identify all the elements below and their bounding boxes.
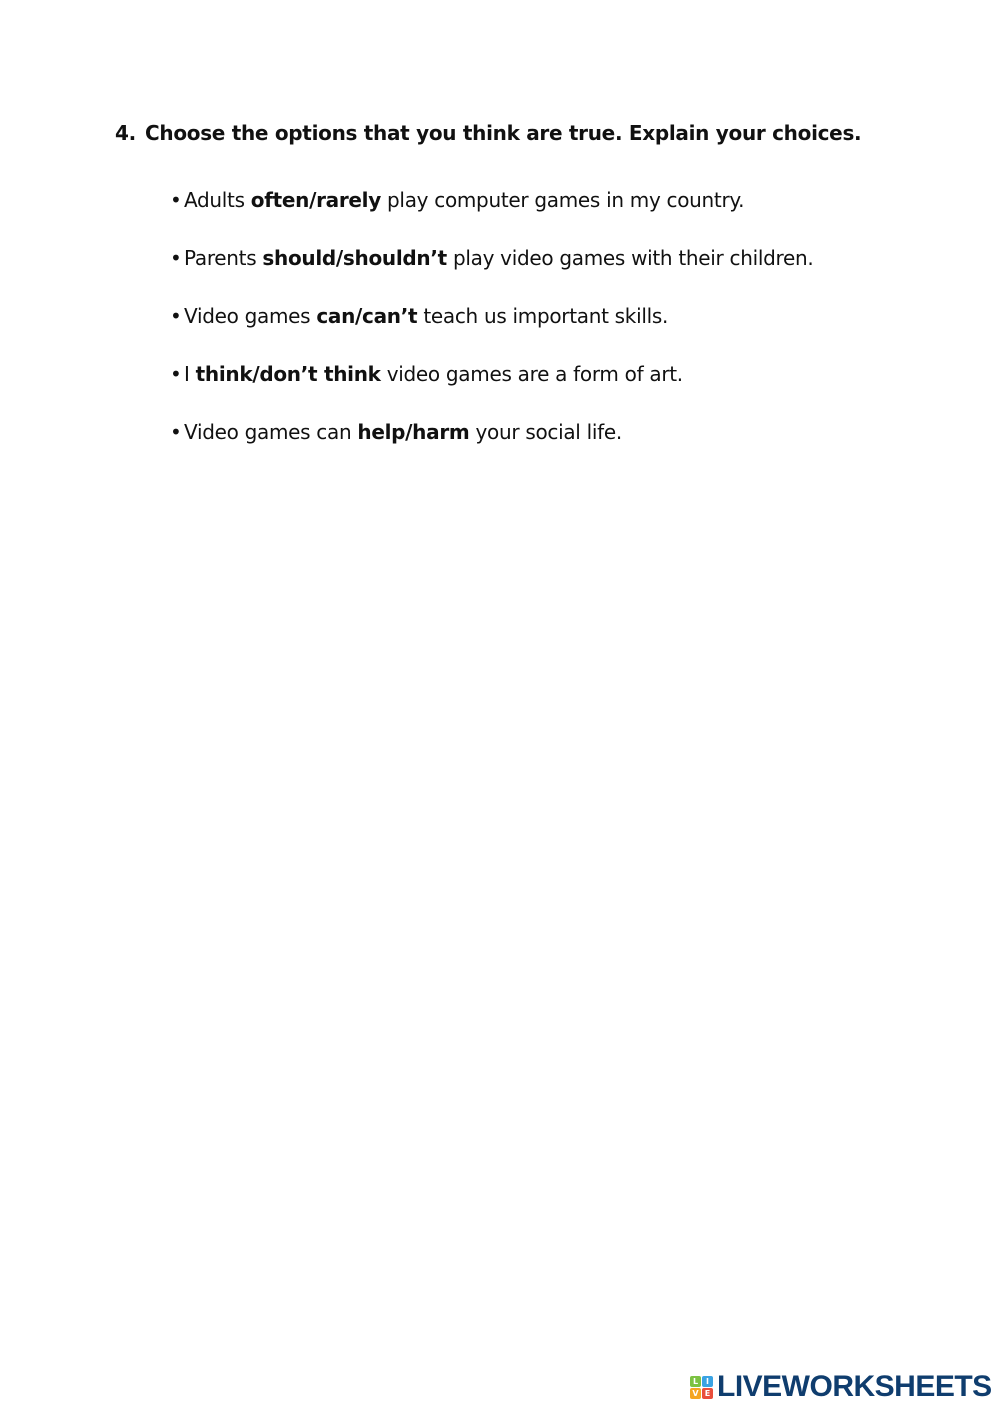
item-text-after: play computer games in my country. [380, 188, 745, 212]
item-text-before: Video games can [184, 420, 358, 444]
question-text: Choose the options that you think are true. Explain your choices. [145, 121, 862, 145]
list-item [170, 362, 683, 386]
logo-mark-tile: L [690, 1376, 701, 1387]
question-heading [115, 121, 861, 145]
item-text-after: teach us important skills. [417, 304, 669, 328]
item-text-before: I [184, 362, 196, 386]
logo-mark-tile: E [702, 1388, 713, 1399]
item-options: can/can’t [316, 304, 418, 328]
item-options: should/shouldn’t [262, 246, 447, 270]
item-text-after: video games are a form of art. [380, 362, 683, 386]
question-number: 4. [115, 121, 136, 145]
item-text-before: Adults [184, 188, 251, 212]
list-item [170, 188, 744, 212]
bullet: • [170, 420, 182, 444]
list-item [170, 246, 813, 270]
item-options: help/harm [357, 420, 470, 444]
list-item [170, 304, 668, 328]
item-text-after: play video games with their children. [446, 246, 814, 270]
item-text-after: your social life. [469, 420, 622, 444]
bullet: • [170, 304, 182, 328]
live-mark-icon [690, 1376, 713, 1399]
logo-mark-tile: I [702, 1376, 713, 1387]
item-text-before: Video games [184, 304, 317, 328]
list-item [170, 420, 622, 444]
item-options: think/don’t think [195, 362, 381, 386]
liveworksheets-logo [690, 1372, 992, 1402]
logo-mark-tile: V [690, 1388, 701, 1399]
bullet: • [170, 246, 182, 270]
bullet: • [170, 362, 182, 386]
bullet: • [170, 188, 182, 212]
item-options: often/rarely [250, 188, 381, 212]
logo-text: LIVEWORKSHEETS [717, 1370, 992, 1403]
item-text-before: Parents [184, 246, 263, 270]
